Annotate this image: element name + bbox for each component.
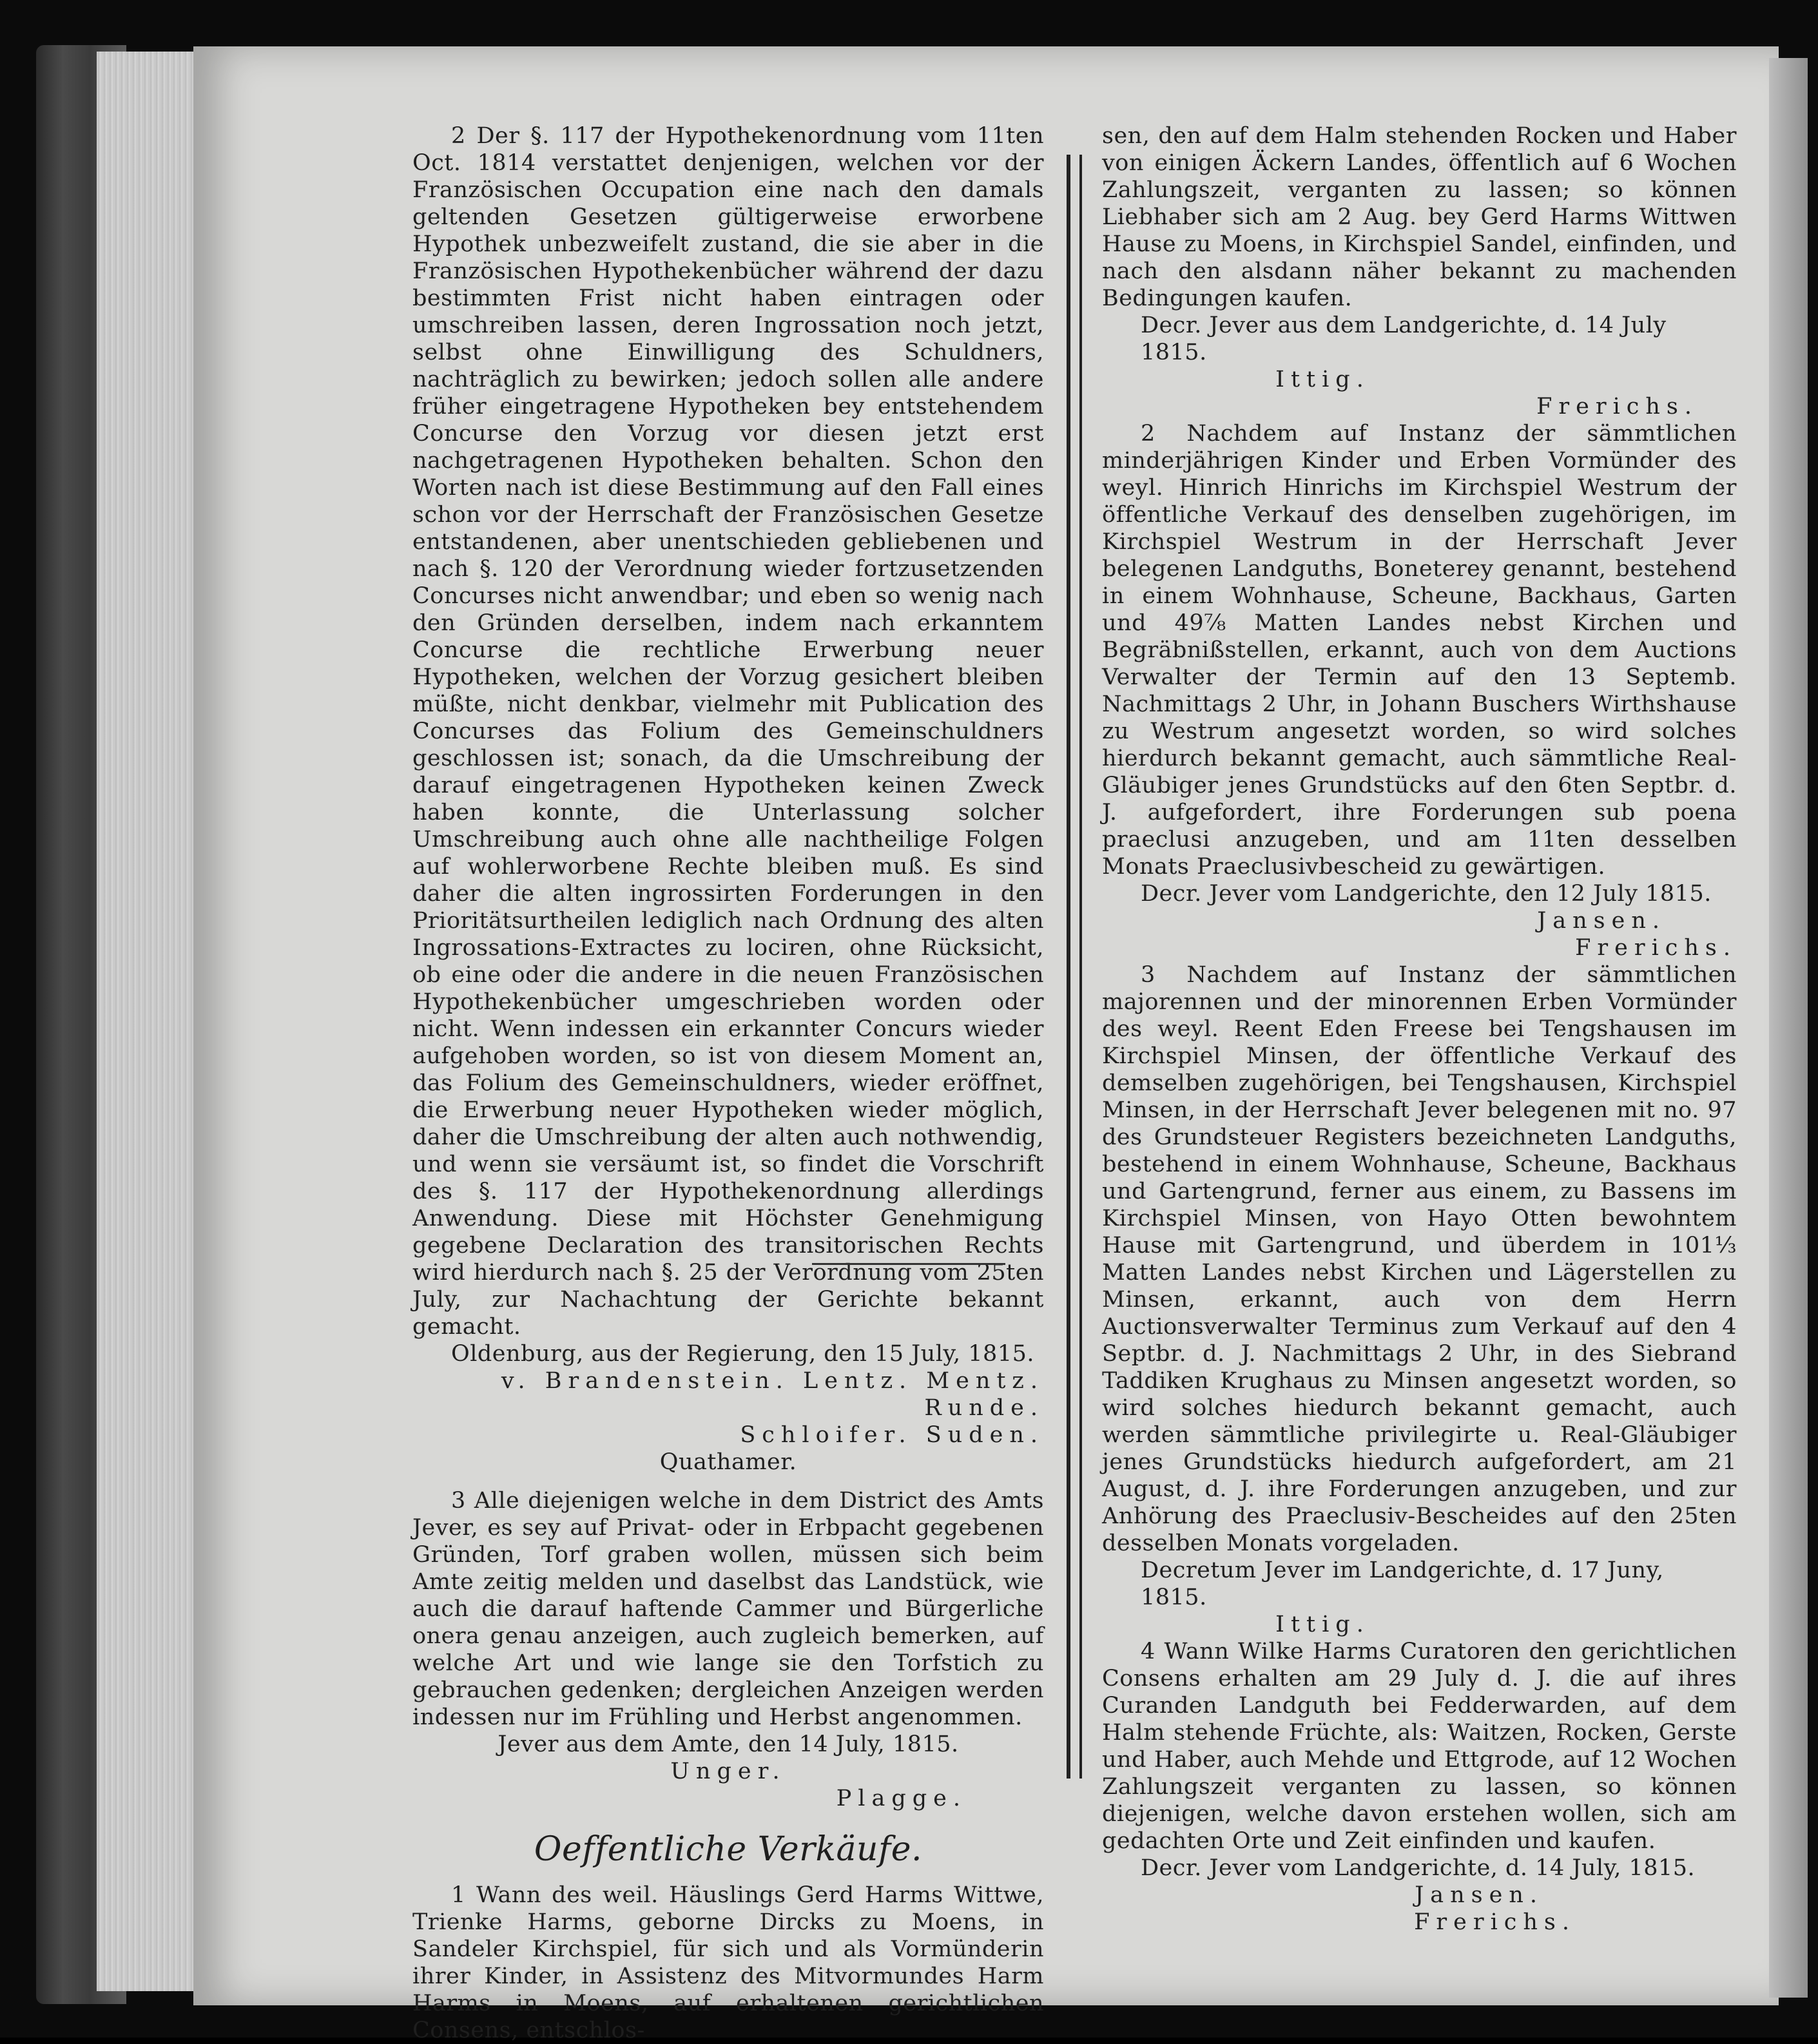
signature: Ittig.	[1275, 1612, 1370, 1637]
signature: Jansen.	[1415, 1882, 1543, 1908]
sale-notice-1: 1 Wann des weil. Häuslings Gerd Harms Wittwe, Trienke Harms, geborne Dircks zu Moens, in Sandeler Kirchspiel, für sich und als Vormünderin ihrer Kinder, in Assistenz des Mitvormundes Harm Harms in Moens, auf erhaltenen gerichtlichen Consens, entschlos-	[412, 1882, 1044, 2043]
signatures: Schloifer. Suden.	[740, 1422, 1044, 1448]
signature: Frerichs.	[1414, 1909, 1576, 1935]
sale-notice-1-cont: sen, den auf dem Halm stehenden Rocken und Haber von einigen Äckern Landes, öffentlich auf 6 Wochen Zahlungszeit, verganten zu lassen; so können Liebhaber sich am 2 Aug. bey Gerd Harms Wittwen Hause zu Moens, in Kirchspiel Sandel, einfinden, und nach den alsdann näher bekannt zu machenden Bedingungen kaufen.	[1102, 123, 1737, 311]
dateline: Decr. Jever aus dem Landgerichte, d. 14 July 1815.	[1141, 313, 1667, 365]
signature: Frerichs.	[1575, 935, 1737, 961]
signature: Jansen.	[1537, 908, 1666, 934]
signature: Frerichs.	[1536, 394, 1698, 419]
dateline: Decr. Jever vom Landgerichte, d. 14 July, 1815.	[1141, 1855, 1696, 1881]
right-column	[1102, 122, 1737, 1936]
section-heading: Oeffentliche Verkäufe.	[534, 1830, 923, 1869]
sale-notice-4: 4 Wann Wilke Harms Curatoren den gerichtlichen Consens erhalten am 29 July d. J. die auf ihres Curanden Landguth bei Fedderwarden, auf dem Halm stehende Früchte, als: Waitzen, Rocken, Gerste und Haber, auch Mehde und Ettgrode, auf 12 Wochen Zahlungszeit verganten zu lassen, so können diejenigen, welche davon erstehen wollen, sich am gedachten Orte und Zeit einfinden und kaufen.	[1102, 1639, 1737, 1854]
dateline: Decretum Jever im Landgerichte, d. 17 Juny, 1815.	[1141, 1557, 1664, 1610]
dateline: Jever aus dem Amte, den 14 July, 1815.	[498, 1731, 959, 1757]
signature: Unger.	[670, 1759, 786, 1784]
paragraph-2: 2 Der §. 117 der Hypothekenordnung vom 11ten Oct. 1814 verstattet denjenigen, welchen vor der Französischen Occupation eine nach den damals geltenden Gesetzen gültigerweise erworbene Hypothek unbezweifelt zustand, die sie aber in die Französischen Hypothekenbücher während der dazu bestimmten Frist nicht haben eintragen oder umschreiben lassen, deren Ingrossation noch jetzt, selbst ohne Einwilligung des Schuldners, nachträglich zu bewirken; jedoch sollen alle andere früher eingetragene Hypotheken bey entstehendem Concurse den Vorzug vor diesen jetzt erst nachgetragenen Hypotheken behalten. Schon den Worten nach ist diese Bestimmung auf den Fall eines schon vor der Herrschaft der Französischen Gesetze entstandenen, aber unentschieden gebliebenen und nach §. 120 der Verordnung wieder fortzusetzenden Concurses nicht anwendbar; und eben so wenig nach den Gründen derselben, indem nach erkanntem Concurse die rechtliche Erwerbung neuer Hypotheken, welchen der Vorzug gesichert bleiben müßte, nicht denkbar, vielmehr mit Publication des Concurses das Folium des Gemeinschuldners geschlossen ist; sonach, da die Umschreibung der darauf eingetragenen Hypotheken keinen Zweck haben konnte, die Unterlassung solcher Umschreibung auch ohne alle nachtheilige Folgen auf wohlerworbene Rechte bleiben muß. Es sind daher die alten ingrossirten Forderungen in den Prioritätsurtheilen lediglich nach Ordnung des alten Ingrossations-Extractes zu lociren, ohne Rücksicht, ob eine oder die andere in die neuen Französischen Hypothekenbücher umgeschrieben worden oder nicht. Wenn indessen ein erkannter Concurs wieder aufgehoben worden, so ist von diesem Moment an, das Folium des Gemeinschuldners, wieder eröffnet, die Erwerbung neuer Hypotheken wieder möglich, daher die Umschreibung der alten auch nothwendig, und wenn sie versäumt ist, so findet die Vorschrift des §. 117 der Hypothekenordnung allerdings Anwendung. Diese mit Höchster Genehmigung gegebene Declaration des transitorischen Rechts wird hierdurch nach §. 25 der Verordnung vom 25ten July, zur Nachachtung der Gerichte bekannt gemacht.	[412, 123, 1044, 1340]
signature: Quathamer.	[659, 1449, 797, 1475]
left-column	[412, 122, 1044, 2044]
signature: Plagge.	[836, 1786, 967, 1811]
sale-notice-2: 2 Nachdem auf Instanz der sämmtlichen minderjährigen Kinder und Erben Vormünder des weyl. Hinrich Hinrichs im Kirchspiel Westrum der öffentliche Verkauf des denselben zugehörigen, im Kirchspiel Westrum in der Herrschaft Jever belegenen Landguths, Boneterey genannt, bestehend in einem Wohnhause, Scheune, Backhaus, Garten und 49⅞ Matten Landes nebst Kirchen und Begräbnißstellen, erkannt, auch von dem Auctions Verwalter der Termin auf den 13 Septemb. Nachmittags 2 Uhr, in Johann Buschers Wirthshause zu Westrum angesetzt worden, so wird solches hierdurch bekannt gemacht, auch sämmtliche Real-Gläubiger jenes Grundstücks auf den 6ten Septbr. d. J. aufgefordert, ihre Forderungen sub poena praeclusi anzugeben, und am 11ten desselben Monats Praeclusivbescheid zu gewärtigen.	[1102, 421, 1737, 880]
separator-rule	[812, 1263, 1005, 1265]
paragraph-3: 3 Alle diejenigen welche in dem District des Amts Jever, es sey auf Privat- oder in Erbpacht gegebenen Gründen, Torf graben wollen, müssen sich beim Amte zeitig melden und daselbst das Landstück, wie auch die darauf haftende Cammer und Bürgerliche onera genau anzeigen, auch zugleich bemerken, auf welche Art und wie lange sie den Torfstich zu gebrauchen gedenken; dergleichen Anzeigen werden indessen nur im Frühling und Herbst angenommen.	[412, 1488, 1044, 1730]
dateline: Oldenburg, aus der Regierung, den 15 July, 1815.	[451, 1341, 1034, 1367]
signature: Ittig.	[1275, 367, 1370, 392]
facing-page-edge	[1769, 58, 1808, 1998]
signatures: v. Brandenstein. Lentz. Mentz. Runde.	[501, 1368, 1044, 1421]
sale-notice-3: 3 Nachdem auf Instanz der sämmtlichen majorennen und der minorennen Erben Vormünder des weyl. Reent Eden Freese bei Tengshausen im Kirchspiel Minsen, der öffentliche Verkauf des demselben zugehörigen, bei Tengshausen, Kirchspiel Minsen, in der Herrschaft Jever belegenen mit no. 97 des Grundsteuer Registers bezeichneten Landguths, bestehend in einem Wohnhause, Scheune, Backhaus und Gartengrund, ferner aus einem, zu Bassens im Kirchspiel Minsen, von Hayo Otten bewohntem Hause mit Gartengrund, und überdem in 101⅓ Matten Landes nebst Kirchen und Lägerstellen zu Minsen, erkannt, auch von dem Herrn Auctionsverwalter Terminus zum Verkauf auf den 4 Septbr. d. J. Nachmittags 2 Uhr, in des Siebrand Taddiken Krughaus zu Minsen angesetzt worden, so wird solches hiedurch bekannt gemacht, auch werden sämmtliche privilegirte u. Real-Gläubiger jenes Grundstücks hiedurch aufgefordert, am 21 August, d. J. ihre Forderungen anzugeben, und zur Anhörung des Praeclusiv-Bescheides auf den 25ten desselben Monats vorgeladen.	[1102, 962, 1737, 1556]
column-rule	[1067, 155, 1082, 1779]
dateline: Decr. Jever vom Landgerichte, den 12 July 1815.	[1141, 881, 1712, 907]
